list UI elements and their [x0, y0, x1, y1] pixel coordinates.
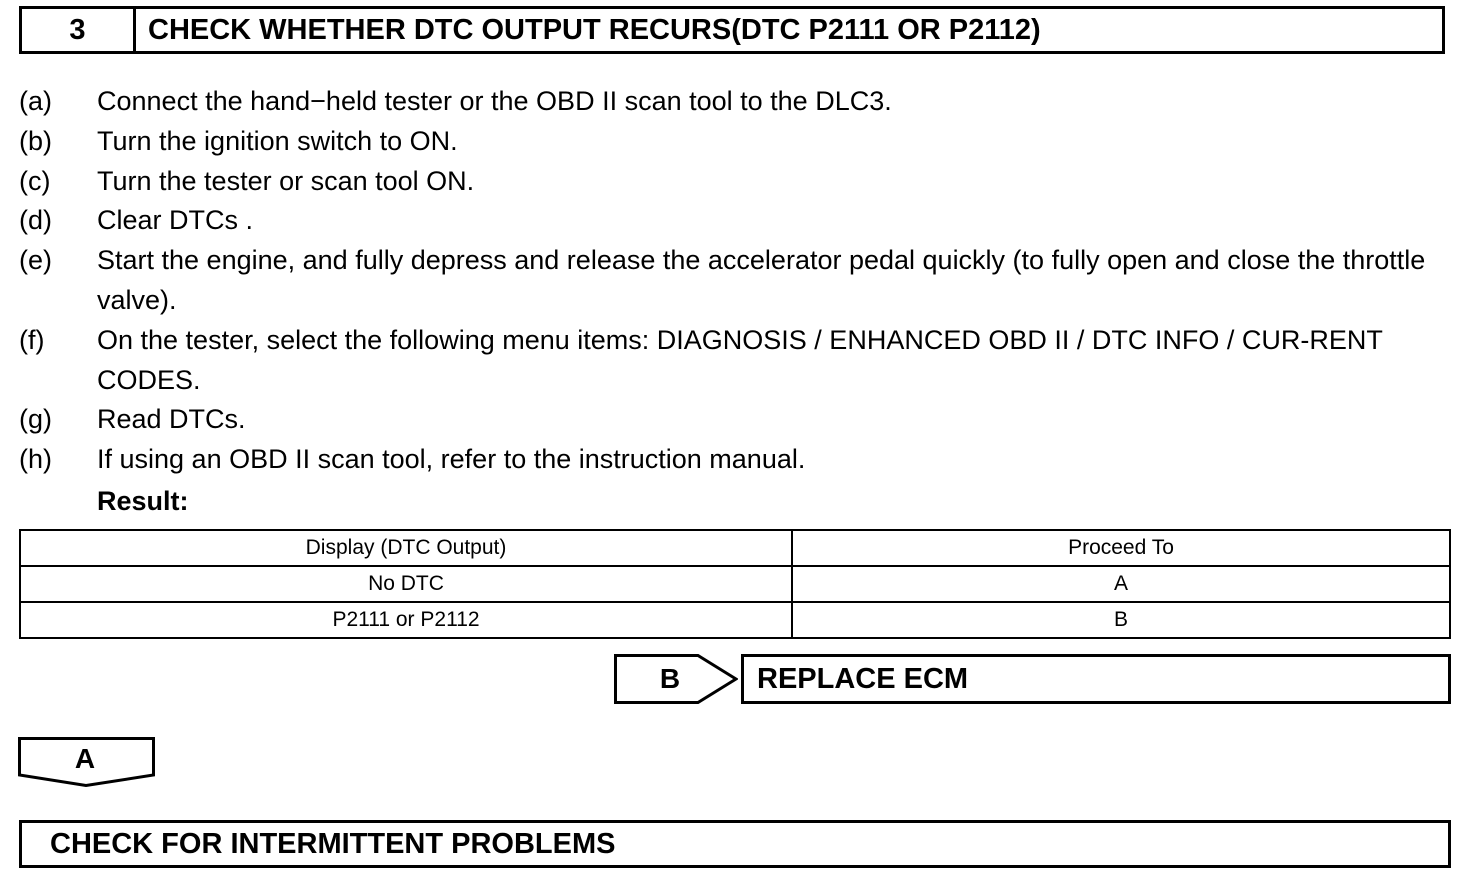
step-item [19, 162, 1455, 202]
step-item [19, 241, 1455, 321]
step-letter: (c) [19, 165, 51, 196]
branch-b-tag [614, 654, 738, 704]
step-letter: (g) [19, 404, 52, 435]
table-cell-proceed: B [792, 602, 1450, 638]
step-text: On the tester, select the following menu items: DIAGNOSIS / ENHANCED OBD II / DTC INFO / CUR-RENT CODES. [97, 324, 1383, 395]
step-title: CHECK WHETHER DTC OUTPUT RECURS(DTC P2111 OR P2112) [148, 13, 1041, 46]
step-letter: (e) [19, 245, 52, 276]
table-header-row [20, 530, 1450, 566]
branch-b-action: REPLACE ECM [741, 654, 1451, 704]
step-text: If using an OBD II scan tool, refer to the instruction manual. [97, 444, 806, 475]
table-header-display: Display (DTC Output) [20, 530, 792, 566]
branch-a-label: A [74, 743, 96, 774]
step-text: Turn the tester or scan tool ON. [97, 165, 475, 196]
step-number: 3 [22, 9, 136, 51]
step-letter: (h) [19, 444, 52, 475]
step-letter: (d) [19, 205, 52, 236]
table-cell-proceed: A [792, 566, 1450, 602]
step-item [19, 201, 1455, 241]
step-text: Connect the hand−held tester or the OBD II scan tool to the DLC3. [97, 86, 892, 116]
step-letter: (f) [19, 324, 45, 355]
step-text: Clear DTCs . [97, 205, 254, 236]
branch-a-action: CHECK FOR INTERMITTENT PROBLEMS [19, 820, 1451, 868]
step-text: Start the engine, and fully depress and release the accelerator pedal quickly (to fully open and close the throttle valve). [97, 245, 1426, 315]
step-item [19, 321, 1455, 401]
step-header [19, 6, 1445, 54]
branch-b-label: B [659, 663, 681, 694]
procedure-steps [19, 82, 1455, 480]
step-text: Read DTCs. [97, 404, 246, 435]
step-item [19, 440, 1455, 480]
table-cell-display: No DTC [20, 566, 792, 602]
result-table [19, 529, 1451, 639]
table-row [20, 566, 1450, 602]
branch-a-tag [18, 737, 156, 787]
table-header-proceed: Proceed To [792, 530, 1450, 566]
step-item [19, 400, 1455, 440]
step-letter: (b) [19, 125, 52, 156]
step-letter: (a) [19, 86, 52, 116]
step-text: Turn the ignition switch to ON. [97, 125, 458, 156]
table-row [20, 602, 1450, 638]
step-item [19, 82, 1455, 122]
step-item [19, 122, 1455, 162]
result-label: Result: [97, 486, 189, 516]
table-cell-display: P2111 or P2112 [20, 602, 792, 638]
